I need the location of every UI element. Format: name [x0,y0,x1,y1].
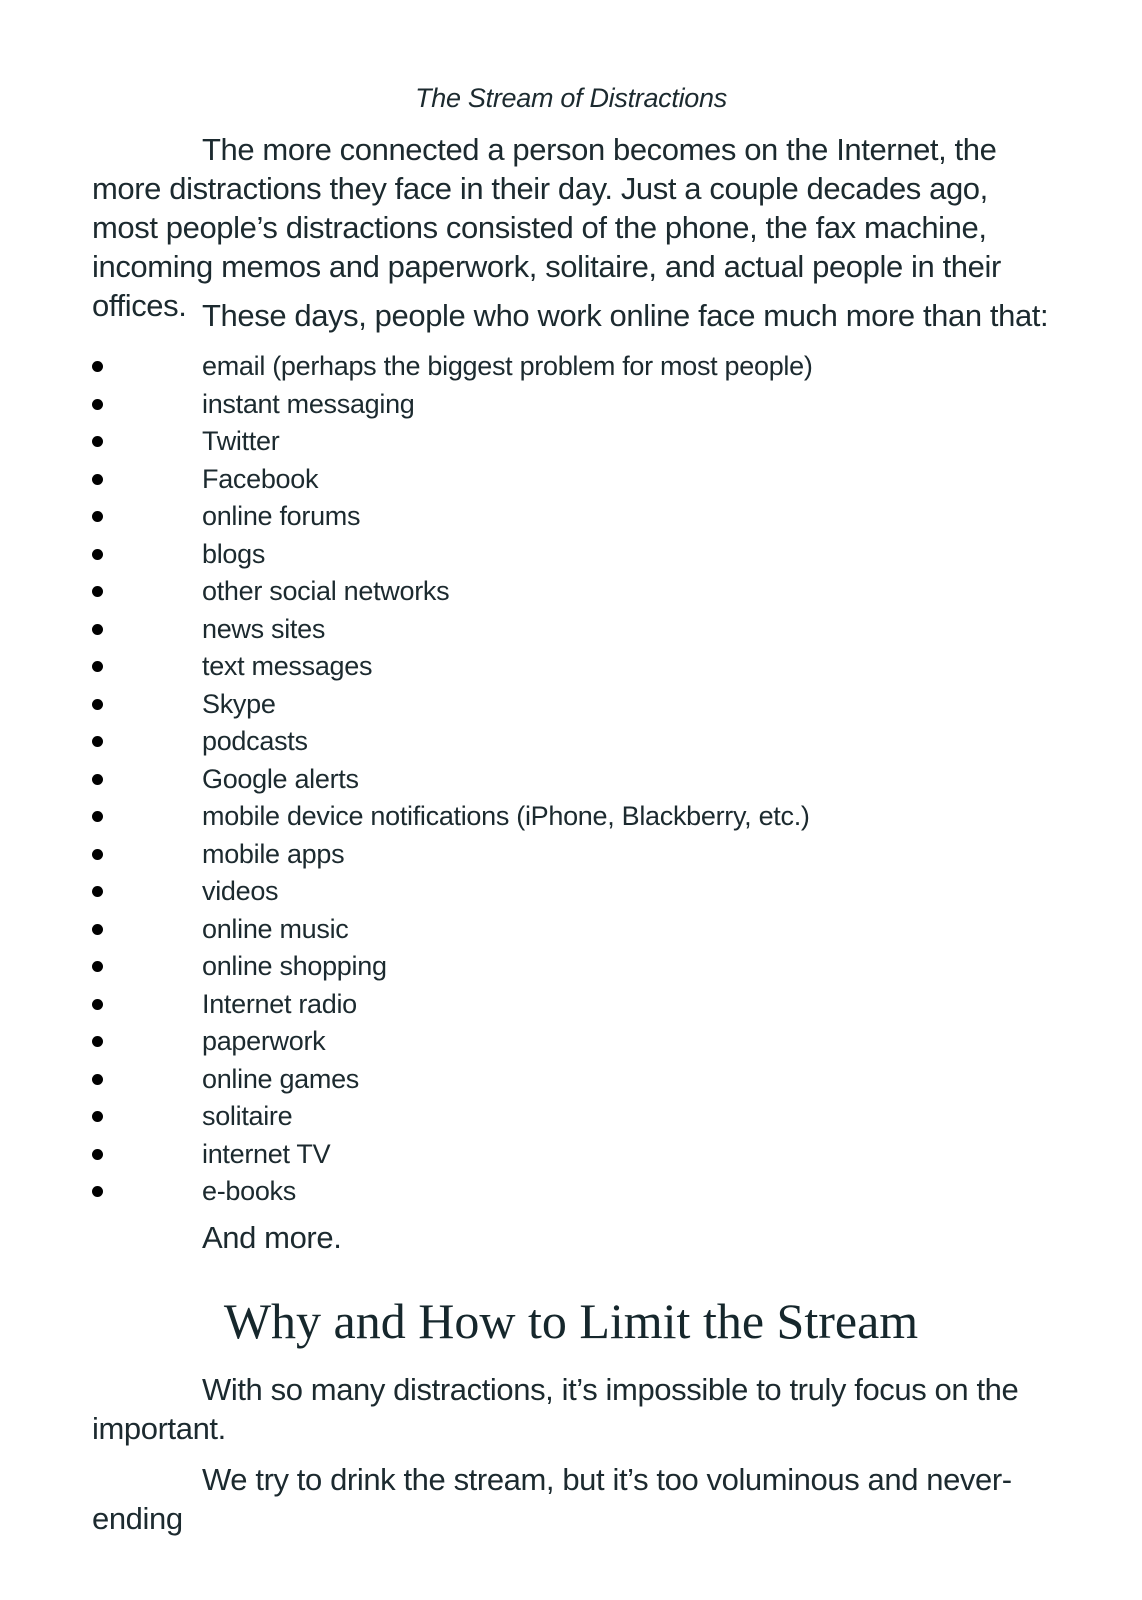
list-item-text: Google alerts [202,763,359,794]
section-paragraph: We try to drink the stream, but it’s too voluminous and never-ending [92,1462,1012,1536]
bullet-icon [92,361,103,372]
section-paragraph: With so many distractions, it’s impossible to truly focus on the important. [92,1372,1019,1446]
list-item [0,686,1142,724]
list-item-text: paperwork [202,1026,326,1056]
list-item-text: Skype [202,688,276,719]
bullet-icon [92,999,103,1010]
list-item [0,761,1142,799]
list-item-text: Facebook [202,463,319,494]
list-item [0,723,1142,761]
list-item-text: blogs [202,538,266,569]
list-item-text: solitaire [202,1101,293,1131]
list-item-text: podcasts [202,726,308,756]
bullet-icon [92,586,103,597]
list-item-text: Internet radio [202,988,357,1019]
list-item [0,423,1142,461]
bullet-icon [92,436,103,447]
list-item [0,911,1142,949]
bullet-icon [92,736,103,747]
bullet-icon [92,399,103,410]
list-item-text: mobile device notifications (iPhone, Blackberry, etc.) [202,801,810,831]
bullet-icon [92,774,103,785]
section-heading: Why and How to Limit the Stream [223,1293,919,1349]
bullet-icon [92,474,103,485]
list-item-text: online games [202,1063,360,1094]
list-item [0,348,1142,386]
list-item-text: text messages [202,651,373,681]
bullet-icon [92,549,103,560]
list-item-text: online shopping [202,951,387,981]
list-item [0,948,1142,986]
bullet-icon [92,661,103,672]
bullet-icon [92,811,103,822]
bullet-icon [92,624,103,635]
bullet-icon [92,924,103,935]
list-item [0,536,1142,574]
bullet-icon [92,849,103,860]
list-item [0,836,1142,874]
bullet-icon [92,886,103,897]
list-item [0,498,1142,536]
list-item [0,1098,1142,1136]
bullet-icon [92,699,103,710]
list-item [0,573,1142,611]
list-item [0,1023,1142,1061]
list-item-text: e-books [202,1176,296,1206]
distractions-list [0,348,1142,1211]
list-item-text: videos [202,876,279,906]
intro-paragraph: The more connected a person becomes on the Internet, the more distractions they face in their day. Just a couple decades ago, most people’s distractions consisted of the phone, the fax machine, incoming memos and paperwork, solitaire, and actual people in their offices. [92,132,1001,323]
list-item [0,1173,1142,1211]
list-item [0,986,1142,1024]
list-item-text: other social networks [202,576,450,606]
bullet-icon [92,961,103,972]
bullet-icon [92,511,103,522]
bullet-icon [92,1074,103,1085]
bullet-icon [92,1036,103,1047]
list-item [0,1136,1142,1174]
list-item [0,611,1142,649]
list-item [0,461,1142,499]
list-item [0,1061,1142,1099]
bullet-icon [92,1186,103,1197]
list-item [0,798,1142,836]
closing-line: And more. [202,1220,342,1255]
list-item [0,648,1142,686]
list-item-text: Twitter [202,426,280,456]
list-item-text: online forums [202,501,361,531]
section-subtitle: The Stream of Distractions [415,83,727,113]
bullet-icon [92,1111,103,1122]
list-item-text: instant messaging [202,388,415,419]
list-item-text: news sites [202,613,326,644]
list-item [0,873,1142,911]
list-item-text: internet TV [202,1138,331,1169]
lead-in-paragraph: These days, people who work online face much more than that: [202,298,1049,333]
list-item [0,386,1142,424]
list-item-text: mobile apps [202,838,345,869]
list-item-text: email (perhaps the biggest problem for most people) [202,351,813,381]
bullet-icon [92,1149,103,1160]
list-item-text: online music [202,913,349,944]
